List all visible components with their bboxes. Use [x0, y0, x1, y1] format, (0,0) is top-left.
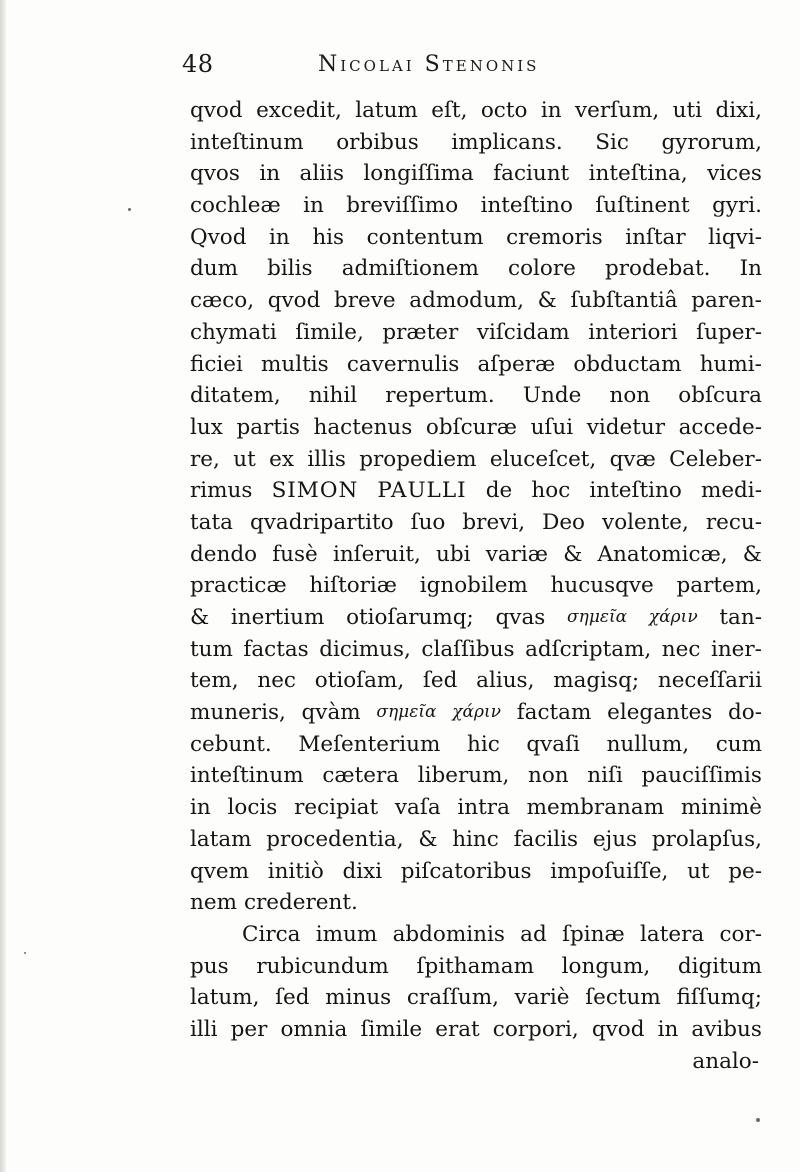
- word: χάριν: [452, 702, 501, 723]
- text-line: [190, 380, 762, 412]
- word: initiò: [267, 858, 324, 884]
- text-line: [190, 190, 762, 222]
- word: ſpinæ: [562, 921, 625, 947]
- word: erat: [435, 1016, 480, 1042]
- word: ubi: [436, 541, 471, 567]
- word: interiori: [588, 319, 678, 345]
- word: ſuo: [410, 509, 446, 535]
- running-head: Nicolai Stenonis: [318, 52, 540, 77]
- word: qvadripartito: [249, 509, 394, 535]
- word: Meſenterium: [298, 731, 441, 757]
- word: ſimile,: [295, 319, 364, 345]
- word: gyrorum,: [661, 129, 762, 155]
- text-line: [190, 285, 762, 317]
- word: Celeber-: [669, 446, 762, 472]
- word: hinc: [452, 826, 499, 852]
- word: ignobilem: [419, 573, 528, 599]
- word: videtur: [586, 414, 665, 440]
- text-line: [190, 792, 762, 824]
- text-line: [190, 475, 762, 507]
- word: in: [190, 795, 211, 821]
- word: PAULLI: [377, 478, 467, 504]
- word: iner-: [710, 636, 762, 662]
- word: nem: [190, 890, 237, 916]
- word: ditatem,: [190, 383, 281, 409]
- word: de: [485, 478, 513, 504]
- word: &: [742, 541, 762, 567]
- word: accede-: [678, 414, 762, 440]
- word: Anatomicæ,: [597, 541, 728, 567]
- word: latera: [640, 921, 705, 947]
- word: inteſtino: [589, 478, 682, 504]
- word: minimè: [680, 795, 762, 821]
- word: qvaſi: [526, 731, 580, 757]
- word: σημεῖα: [567, 607, 628, 627]
- word: non: [609, 383, 651, 409]
- word: σημεῖα: [376, 702, 437, 723]
- page-spine-shadow: [0, 0, 6, 1172]
- word: Qvod: [190, 224, 247, 250]
- text-line: [190, 919, 762, 951]
- word: impoſuiſſe,: [550, 858, 669, 884]
- word: omnia: [280, 1016, 348, 1042]
- word: uti: [672, 98, 703, 123]
- word: Unde: [522, 383, 582, 409]
- word: volente,: [602, 509, 689, 535]
- word: &: [563, 541, 583, 567]
- word: qvod: [190, 98, 243, 123]
- word: longiſſima: [363, 161, 474, 187]
- word: inteſtinum: [190, 763, 304, 789]
- word: cætera: [322, 763, 400, 789]
- text-line: [190, 634, 762, 666]
- word: rimus: [190, 478, 253, 504]
- word: hic: [466, 731, 500, 757]
- text-line: [190, 665, 762, 697]
- word: qvem: [190, 858, 250, 884]
- word: dicimus,: [319, 636, 411, 662]
- word: avibus: [691, 1016, 762, 1042]
- word: partis: [236, 414, 300, 440]
- word: cæco,: [190, 288, 255, 314]
- text-line: [190, 887, 762, 919]
- word: Circa: [242, 921, 301, 947]
- word: vaſa: [394, 795, 441, 821]
- word: medi-: [700, 478, 762, 504]
- text-line: [190, 570, 762, 602]
- word: ad: [520, 921, 547, 947]
- word: inteſtinum: [190, 129, 304, 155]
- word: dendo: [190, 541, 258, 567]
- page-number: 48: [182, 50, 214, 78]
- text-line: [190, 982, 762, 1014]
- word: abdominis: [392, 921, 505, 947]
- word: ſuſtinent: [595, 193, 690, 219]
- word: ex: [269, 446, 294, 472]
- word: in: [657, 1016, 679, 1042]
- word: &: [537, 288, 557, 314]
- word: χάριν: [648, 607, 698, 627]
- word: multis: [261, 351, 329, 377]
- text-line: [190, 729, 762, 761]
- word: facilis: [513, 826, 579, 852]
- word: vices: [707, 161, 762, 187]
- word: admodum,: [409, 288, 525, 314]
- word: pe-: [728, 858, 762, 884]
- text-line: [190, 602, 762, 634]
- text-line: [190, 412, 762, 444]
- word: humi-: [699, 351, 762, 377]
- word: locis: [227, 795, 278, 821]
- word: per: [230, 1016, 268, 1042]
- word: obductam: [573, 351, 682, 377]
- word: otioſam,: [314, 668, 405, 694]
- word: in: [259, 161, 281, 187]
- word: nec: [661, 636, 701, 662]
- word: dum: [190, 256, 238, 282]
- paper-speck: [756, 1118, 760, 1122]
- word: verſum,: [575, 98, 660, 123]
- word: liberum,: [417, 763, 510, 789]
- word: ſed: [422, 668, 458, 694]
- word: crederent.: [243, 890, 358, 916]
- word: inſtar: [625, 224, 686, 250]
- word: variæ: [485, 541, 549, 567]
- word: corpori,: [492, 1016, 579, 1042]
- word: tan-: [719, 605, 762, 630]
- text-line: [190, 253, 762, 285]
- word: In: [739, 256, 762, 282]
- word: latam: [190, 826, 252, 852]
- word: partem,: [676, 573, 762, 599]
- word: inteſtina,: [588, 161, 688, 187]
- word: obſcura: [678, 383, 762, 409]
- word: in: [269, 224, 290, 250]
- word: otioſarumq;: [346, 605, 474, 630]
- word: orbibus: [336, 129, 419, 155]
- word: qvæ: [609, 446, 656, 472]
- word: longum,: [561, 953, 651, 979]
- word: non: [527, 763, 569, 789]
- word: procedentia,: [266, 826, 404, 852]
- word: gyri.: [712, 193, 762, 219]
- word: piſcatoribus: [400, 858, 532, 884]
- word: ficiei: [190, 351, 243, 377]
- word: qvos: [190, 161, 240, 187]
- text-line: [190, 824, 762, 856]
- word: liqvi-: [708, 224, 762, 250]
- word: tum: [190, 636, 233, 662]
- word: nec: [257, 668, 296, 694]
- word: ut: [233, 446, 256, 472]
- word: excedit,: [256, 98, 342, 123]
- text-line: [190, 539, 762, 571]
- word: latum,: [190, 985, 260, 1011]
- word: brevi,: [462, 509, 526, 535]
- word: adſcriptam,: [525, 636, 652, 662]
- word: re,: [190, 446, 220, 472]
- word: inteſtino: [480, 193, 573, 219]
- word: prolapſus,: [651, 826, 762, 852]
- word: admiſtionem: [341, 256, 479, 282]
- word: ſed: [275, 985, 310, 1011]
- word: muneris,: [190, 700, 286, 726]
- text-line: [190, 222, 762, 254]
- word: aliis: [299, 161, 344, 187]
- word: breviſſimo: [346, 193, 459, 219]
- word: faciunt: [493, 161, 570, 187]
- word: hactenus: [313, 414, 413, 440]
- word: cebunt.: [190, 731, 272, 757]
- word: fiſſumq;: [676, 985, 762, 1011]
- word: repertum.: [385, 383, 495, 409]
- text-line: [190, 856, 762, 888]
- word: illis: [307, 446, 346, 472]
- word: rubicundum: [256, 953, 389, 979]
- word: ſuper-: [696, 319, 762, 345]
- text-line: [190, 349, 762, 381]
- word: imum: [315, 921, 378, 947]
- word: ſectum: [585, 985, 661, 1011]
- text-line: [190, 158, 762, 190]
- word: viſcidam: [476, 319, 570, 345]
- word: bilis: [267, 256, 313, 282]
- word: tem,: [190, 668, 239, 694]
- word: chymati: [190, 319, 277, 345]
- word: factam: [516, 700, 592, 726]
- word: claſſibus: [421, 636, 515, 662]
- word: &: [190, 605, 210, 630]
- word: hoc: [531, 478, 571, 504]
- word: pus: [190, 953, 229, 979]
- text-line: [190, 1014, 762, 1046]
- word: membranam: [526, 795, 665, 821]
- word: inertium: [230, 605, 325, 630]
- word: craſſum,: [406, 985, 499, 1011]
- word: ſpithamam: [416, 953, 534, 979]
- word: implicans.: [451, 129, 563, 155]
- word: pauciſſimis: [641, 763, 762, 789]
- page-header: [182, 46, 612, 86]
- text-line: [190, 760, 762, 792]
- word: intra: [457, 795, 510, 821]
- word: eſt,: [431, 98, 468, 123]
- word: ſimile: [360, 1016, 423, 1042]
- word: Deo: [542, 509, 585, 535]
- word: prodebat.: [604, 256, 711, 282]
- word: ejus: [592, 826, 638, 852]
- word: latum: [355, 98, 418, 123]
- word: in: [303, 193, 324, 219]
- word: aſperæ: [477, 351, 556, 377]
- body-text: [190, 95, 762, 1077]
- word: niſi: [587, 763, 623, 789]
- word: cochleæ: [190, 193, 281, 219]
- word: uſui: [530, 414, 574, 440]
- word: tata: [190, 509, 233, 535]
- text-line: [190, 697, 762, 729]
- word: cor-: [719, 921, 762, 947]
- word: fusè: [272, 541, 318, 567]
- word: inſeruit,: [332, 541, 421, 567]
- word: eluceſcet,: [489, 446, 597, 472]
- word: hucusqve: [550, 573, 654, 599]
- word: factas: [243, 636, 309, 662]
- word: cremoris: [506, 224, 603, 250]
- text-line: [190, 444, 762, 476]
- word: cavernulis: [346, 351, 460, 377]
- word: dixi: [342, 858, 383, 884]
- word: hiſtoriæ: [309, 573, 398, 599]
- word: nihil: [308, 383, 358, 409]
- word: &: [418, 826, 438, 852]
- catchword: analo-: [692, 1048, 759, 1074]
- word: recu-: [705, 509, 762, 535]
- word: alius,: [476, 668, 535, 694]
- word: præter: [382, 319, 459, 345]
- word: in: [540, 98, 562, 123]
- word: octo: [480, 98, 528, 123]
- text-line: [190, 127, 762, 159]
- word: dixi,: [715, 98, 762, 123]
- word: practicæ: [190, 573, 287, 599]
- word: his: [312, 224, 345, 250]
- text-line: [190, 317, 762, 349]
- word: Sic: [595, 129, 629, 155]
- word: magisq;: [553, 668, 640, 694]
- word: neceſſarii: [657, 668, 762, 694]
- word: obſcuræ: [425, 414, 517, 440]
- word: paren-: [691, 288, 762, 314]
- text-line: [190, 507, 762, 539]
- word: ut: [687, 858, 710, 884]
- word: colore: [508, 256, 576, 282]
- word: lux: [190, 414, 223, 440]
- paper-speck: [128, 208, 131, 211]
- word: SIMON: [271, 478, 359, 504]
- text-line: [190, 95, 762, 127]
- word: contentum: [366, 224, 484, 250]
- word: minus: [325, 985, 392, 1011]
- paper-speck: [24, 952, 26, 954]
- word: recipiat: [294, 795, 379, 821]
- word: qvod: [267, 288, 321, 314]
- word: propediem: [359, 446, 477, 472]
- word: cum: [715, 731, 762, 757]
- text-line: [190, 951, 762, 983]
- word: ſubſtantiâ: [570, 288, 678, 314]
- word: nullum,: [606, 731, 690, 757]
- word: do-: [727, 700, 762, 726]
- word: variè: [514, 985, 570, 1011]
- word: qvod: [591, 1016, 645, 1042]
- word: digitum: [677, 953, 762, 979]
- word: elegantes: [607, 700, 713, 726]
- word: qvas: [495, 605, 546, 630]
- word: qvàm: [301, 700, 361, 726]
- word: illi: [190, 1016, 218, 1042]
- word: breve: [333, 288, 396, 314]
